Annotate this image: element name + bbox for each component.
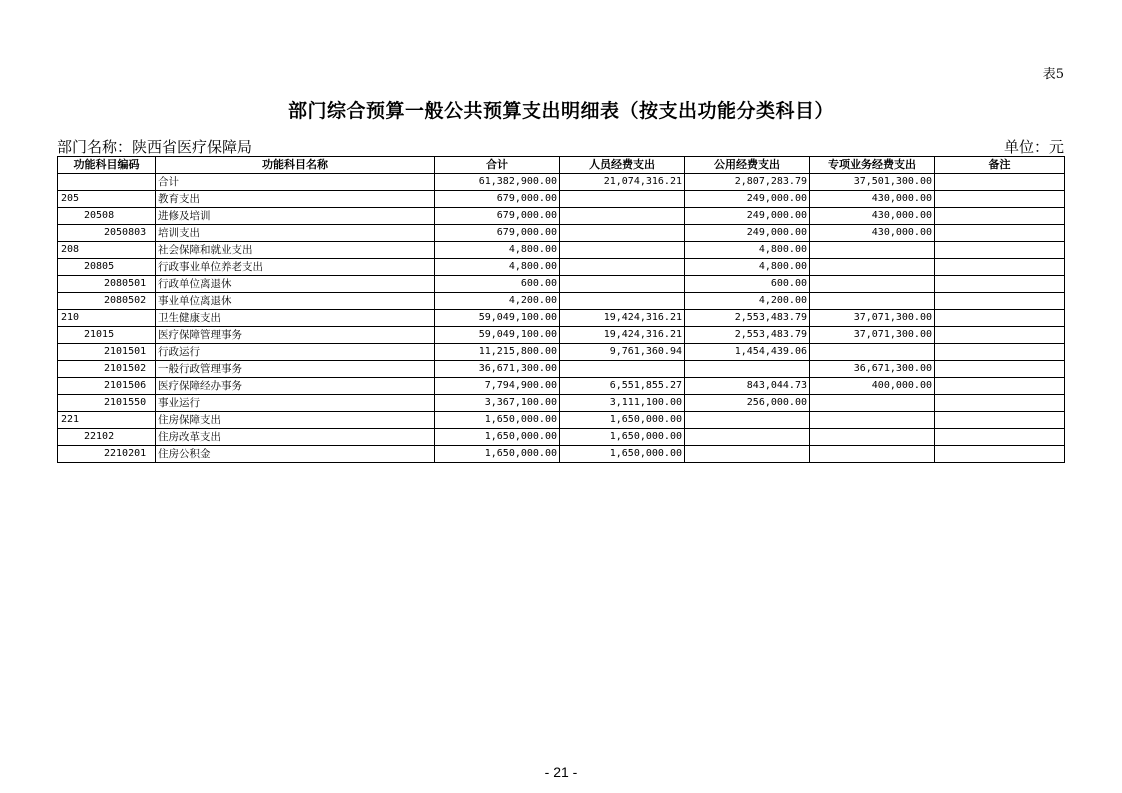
cell-special xyxy=(810,412,935,429)
cell-name: 住房公积金 xyxy=(156,446,435,463)
cell-personnel: 19,424,316.21 xyxy=(560,310,685,327)
cell-code: 208 xyxy=(58,242,156,259)
cell-name: 行政事业单位养老支出 xyxy=(156,259,435,276)
table-row xyxy=(58,395,1065,412)
cell-note xyxy=(935,242,1065,259)
cell-code: 22102 xyxy=(58,429,156,446)
table-header-row xyxy=(58,157,1065,174)
cell-name: 行政运行 xyxy=(156,344,435,361)
cell-total: 679,000.00 xyxy=(435,191,560,208)
cell-personnel xyxy=(560,361,685,378)
cell-total: 4,800.00 xyxy=(435,242,560,259)
cell-public xyxy=(685,446,810,463)
table-row xyxy=(58,378,1065,395)
table-meta xyxy=(57,136,1064,156)
cell-personnel: 1,650,000.00 xyxy=(560,446,685,463)
cell-note xyxy=(935,344,1065,361)
cell-code: 2101502 xyxy=(58,361,156,378)
cell-code: 21015 xyxy=(58,327,156,344)
cell-personnel xyxy=(560,259,685,276)
cell-note xyxy=(935,361,1065,378)
table-row xyxy=(58,361,1065,378)
cell-special xyxy=(810,242,935,259)
cell-special xyxy=(810,446,935,463)
table-row xyxy=(58,344,1065,361)
cell-personnel: 6,551,855.27 xyxy=(560,378,685,395)
cell-public: 2,807,283.79 xyxy=(685,174,810,191)
cell-special: 430,000.00 xyxy=(810,208,935,225)
table-row xyxy=(58,174,1065,191)
cell-total: 1,650,000.00 xyxy=(435,429,560,446)
cell-name: 卫生健康支出 xyxy=(156,310,435,327)
cell-code: 2101501 xyxy=(58,344,156,361)
cell-code: 2050803 xyxy=(58,225,156,242)
cell-note xyxy=(935,412,1065,429)
cell-public: 1,454,439.06 xyxy=(685,344,810,361)
cell-note xyxy=(935,191,1065,208)
cell-name: 住房改革支出 xyxy=(156,429,435,446)
cell-personnel: 21,074,316.21 xyxy=(560,174,685,191)
cell-public: 4,200.00 xyxy=(685,293,810,310)
cell-special: 36,671,300.00 xyxy=(810,361,935,378)
cell-total: 679,000.00 xyxy=(435,225,560,242)
cell-special: 430,000.00 xyxy=(810,191,935,208)
cell-code: 20805 xyxy=(58,259,156,276)
table-body xyxy=(58,174,1065,463)
cell-code: 2080502 xyxy=(58,293,156,310)
table-row xyxy=(58,412,1065,429)
cell-name: 社会保障和就业支出 xyxy=(156,242,435,259)
cell-personnel xyxy=(560,225,685,242)
cell-public xyxy=(685,361,810,378)
cell-name: 事业单位离退休 xyxy=(156,293,435,310)
cell-note xyxy=(935,174,1065,191)
cell-name: 医疗保障经办事务 xyxy=(156,378,435,395)
table-row xyxy=(58,208,1065,225)
currency-unit: 单位：元 xyxy=(1003,138,1064,156)
cell-public: 249,000.00 xyxy=(685,191,810,208)
table-row xyxy=(58,191,1065,208)
budget-table xyxy=(57,156,1065,463)
cell-special xyxy=(810,276,935,293)
cell-public: 256,000.00 xyxy=(685,395,810,412)
cell-code: 2101506 xyxy=(58,378,156,395)
cell-public: 2,553,483.79 xyxy=(685,310,810,327)
col-header-personnel: 人员经费支出 xyxy=(560,157,685,174)
table-row xyxy=(58,259,1065,276)
table-row xyxy=(58,446,1065,463)
cell-personnel xyxy=(560,293,685,310)
cell-code: 2210201 xyxy=(58,446,156,463)
cell-name: 医疗保障管理事务 xyxy=(156,327,435,344)
cell-code: 221 xyxy=(58,412,156,429)
cell-name: 教育支出 xyxy=(156,191,435,208)
cell-note xyxy=(935,259,1065,276)
department-name: 部门名称：陕西省医疗保障局 xyxy=(57,138,253,156)
cell-total: 3,367,100.00 xyxy=(435,395,560,412)
cell-total: 59,049,100.00 xyxy=(435,310,560,327)
cell-note xyxy=(935,327,1065,344)
cell-name: 事业运行 xyxy=(156,395,435,412)
col-header-code: 功能科目编码 xyxy=(58,157,156,174)
cell-public: 2,553,483.79 xyxy=(685,327,810,344)
cell-personnel: 19,424,316.21 xyxy=(560,327,685,344)
table-row xyxy=(58,310,1065,327)
table-number: 表5 xyxy=(1042,67,1064,82)
cell-note xyxy=(935,276,1065,293)
col-header-special: 专项业务经费支出 xyxy=(810,157,935,174)
cell-personnel xyxy=(560,191,685,208)
cell-name: 一般行政管理事务 xyxy=(156,361,435,378)
cell-public: 4,800.00 xyxy=(685,259,810,276)
cell-name: 进修及培训 xyxy=(156,208,435,225)
table-row xyxy=(58,276,1065,293)
cell-personnel xyxy=(560,208,685,225)
cell-public xyxy=(685,412,810,429)
cell-public: 249,000.00 xyxy=(685,225,810,242)
cell-special xyxy=(810,395,935,412)
cell-name: 住房保障支出 xyxy=(156,412,435,429)
page-number: - 21 - xyxy=(544,764,578,780)
table-row xyxy=(58,429,1065,446)
cell-total: 679,000.00 xyxy=(435,208,560,225)
cell-name: 行政单位离退休 xyxy=(156,276,435,293)
document-title: 部门综合预算一般公共预算支出明细表（按支出功能分类科目） xyxy=(287,100,834,122)
cell-special xyxy=(810,344,935,361)
cell-code: 205 xyxy=(58,191,156,208)
cell-total: 7,794,900.00 xyxy=(435,378,560,395)
cell-special: 400,000.00 xyxy=(810,378,935,395)
cell-note xyxy=(935,395,1065,412)
cell-public: 600.00 xyxy=(685,276,810,293)
cell-special xyxy=(810,429,935,446)
col-header-name: 功能科目名称 xyxy=(156,157,435,174)
cell-code: 2080501 xyxy=(58,276,156,293)
cell-total: 1,650,000.00 xyxy=(435,412,560,429)
table-row xyxy=(58,327,1065,344)
cell-note xyxy=(935,208,1065,225)
cell-special: 37,071,300.00 xyxy=(810,327,935,344)
cell-name: 培训支出 xyxy=(156,225,435,242)
cell-personnel: 9,761,360.94 xyxy=(560,344,685,361)
cell-total: 1,650,000.00 xyxy=(435,446,560,463)
cell-note xyxy=(935,429,1065,446)
col-header-note: 备注 xyxy=(935,157,1065,174)
cell-note xyxy=(935,378,1065,395)
cell-special: 37,071,300.00 xyxy=(810,310,935,327)
table-row xyxy=(58,242,1065,259)
cell-total: 11,215,800.00 xyxy=(435,344,560,361)
cell-note xyxy=(935,446,1065,463)
cell-public: 4,800.00 xyxy=(685,242,810,259)
cell-note xyxy=(935,225,1065,242)
col-header-public: 公用经费支出 xyxy=(685,157,810,174)
cell-special: 37,501,300.00 xyxy=(810,174,935,191)
table-row xyxy=(58,293,1065,310)
cell-total: 600.00 xyxy=(435,276,560,293)
cell-total: 59,049,100.00 xyxy=(435,327,560,344)
cell-total: 36,671,300.00 xyxy=(435,361,560,378)
cell-total: 61,382,900.00 xyxy=(435,174,560,191)
col-header-total: 合计 xyxy=(435,157,560,174)
cell-note xyxy=(935,293,1065,310)
cell-personnel: 1,650,000.00 xyxy=(560,429,685,446)
cell-personnel xyxy=(560,276,685,293)
cell-special xyxy=(810,259,935,276)
cell-note xyxy=(935,310,1065,327)
cell-public xyxy=(685,429,810,446)
cell-code: 2101550 xyxy=(58,395,156,412)
cell-code xyxy=(58,174,156,191)
cell-total: 4,800.00 xyxy=(435,259,560,276)
table-row xyxy=(58,225,1065,242)
cell-special xyxy=(810,293,935,310)
cell-personnel xyxy=(560,242,685,259)
cell-personnel: 1,650,000.00 xyxy=(560,412,685,429)
cell-special: 430,000.00 xyxy=(810,225,935,242)
cell-code: 20508 xyxy=(58,208,156,225)
cell-total: 4,200.00 xyxy=(435,293,560,310)
cell-personnel: 3,111,100.00 xyxy=(560,395,685,412)
cell-name: 合计 xyxy=(156,174,435,191)
cell-code: 210 xyxy=(58,310,156,327)
cell-public: 249,000.00 xyxy=(685,208,810,225)
cell-public: 843,044.73 xyxy=(685,378,810,395)
